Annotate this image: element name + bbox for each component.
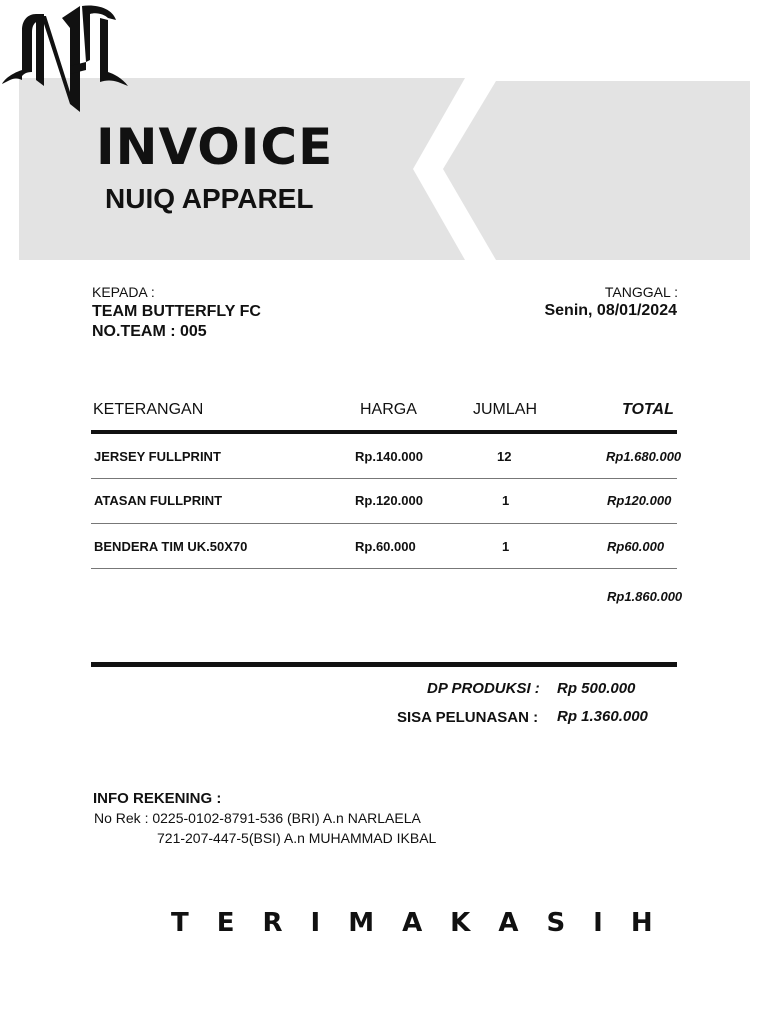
recipient-label: KEPADA :	[92, 284, 155, 300]
recipient-name: TEAM BUTTERFLY FC	[92, 303, 261, 320]
date-value: Senin, 08/01/2024	[544, 302, 677, 319]
row-qty: 1	[502, 493, 510, 508]
date-label: TANGGAL :	[604, 284, 678, 300]
row-qty: 1	[502, 539, 510, 554]
table-row	[0, 539, 768, 559]
column-header-description: KETERANGAN	[93, 401, 204, 418]
row-total: Rp1.680.000	[606, 449, 682, 464]
row-price: Rp.120.000	[355, 493, 423, 508]
invoice-title: INVOICE	[96, 118, 334, 176]
row-price: Rp.60.000	[355, 539, 416, 554]
bank-account-bri: No Rek : 0225-0102-8791-536 (BRI) A.n NARLAELA	[94, 810, 421, 826]
remaining-label: SISA PELUNASAN :	[397, 709, 539, 726]
row-divider	[91, 568, 677, 569]
bank-info-title: INFO REKENING :	[93, 790, 222, 807]
bank-account-bsi: 721-207-447-5(BSI) A.n MUHAMMAD IKBAL	[157, 830, 437, 846]
thank-you-text: TERIMAKASIH	[171, 908, 681, 938]
row-divider	[91, 523, 677, 524]
header-banner	[0, 0, 768, 270]
row-total: Rp60.000	[607, 539, 665, 554]
table-row	[0, 449, 768, 469]
row-price: Rp.140.000	[355, 449, 423, 464]
summary-divider	[91, 662, 677, 667]
row-divider	[91, 478, 677, 479]
column-header-total: TOTAL	[622, 401, 674, 418]
row-item: JERSEY FULLPRINT	[94, 449, 221, 464]
row-item: BENDERA TIM UK.50X70	[94, 539, 248, 554]
team-number: NO.TEAM : 005	[92, 323, 207, 340]
table-row	[0, 493, 768, 513]
column-header-price: HARGA	[360, 401, 417, 418]
column-header-qty: JUMLAH	[473, 401, 538, 418]
remaining-value: Rp 1.360.000	[557, 708, 648, 725]
company-name: NUIQ APPAREL	[105, 183, 314, 214]
row-item: ATASAN FULLPRINT	[94, 493, 223, 508]
row-qty: 12	[497, 449, 512, 464]
dp-label: DP PRODUKSI :	[427, 680, 540, 697]
brand-logo-icon	[0, 0, 130, 115]
grand-total: Rp1.860.000	[607, 589, 683, 604]
dp-value: Rp 500.000	[557, 680, 636, 697]
row-total: Rp120.000	[607, 493, 672, 508]
header-divider	[91, 430, 677, 434]
